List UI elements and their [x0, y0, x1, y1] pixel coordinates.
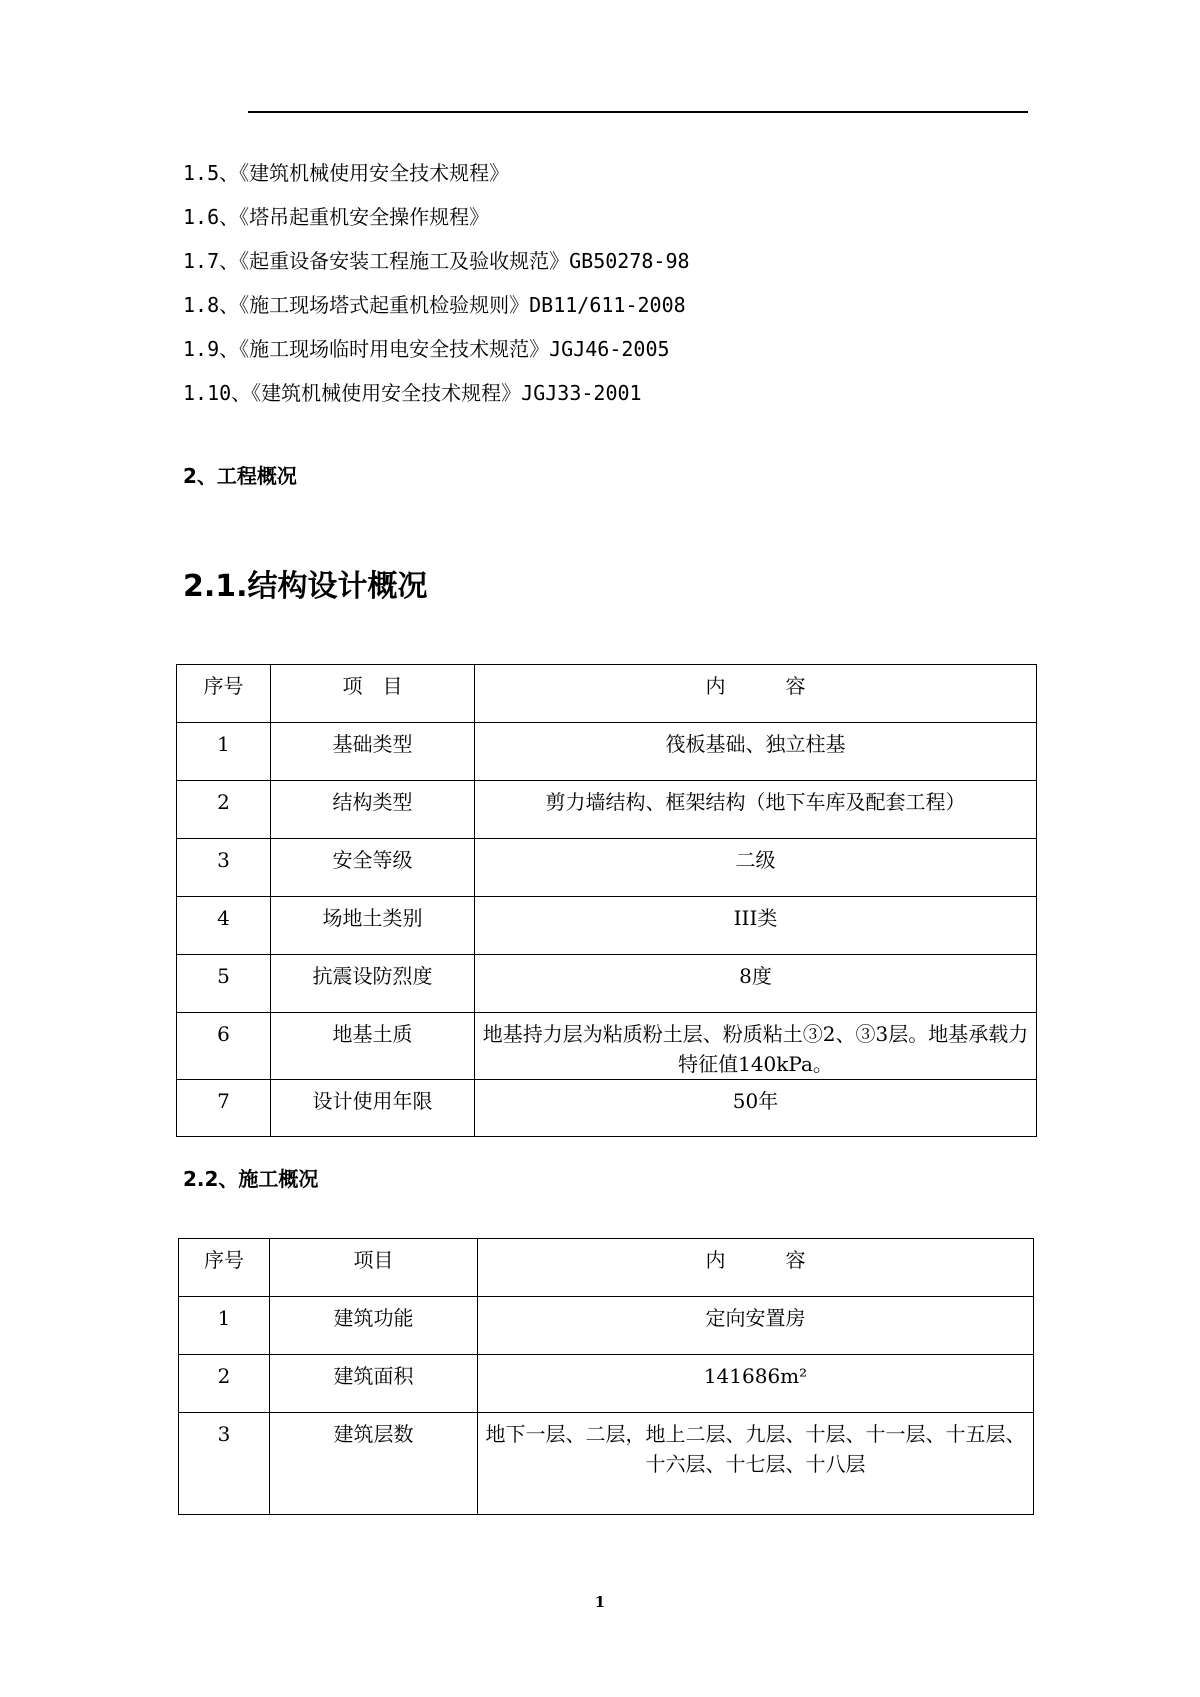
table-header-row: [177, 665, 1037, 723]
section-2-2-heading: 2.2、施工概况: [183, 1167, 319, 1191]
reference-item: 1.9、《施工现场临时用电安全技术规范》JGJ46-2005: [183, 337, 670, 361]
table-cell: 结构类型: [271, 781, 475, 839]
table-cell: 地基土质: [271, 1013, 475, 1080]
table-cell: 安全等级: [271, 839, 475, 897]
header-cell: 序号: [177, 665, 271, 723]
table-cell: 8度: [475, 955, 1037, 1013]
header-cell: 项目: [270, 1239, 478, 1297]
table-row: [179, 1355, 1034, 1413]
table-cell: 4: [177, 897, 271, 955]
table-cell: 建筑功能: [270, 1297, 478, 1355]
table-cell: 3: [179, 1413, 270, 1515]
table-row: [179, 1413, 1034, 1515]
reference-item: 1.7、《起重设备安装工程施工及验收规范》GB50278-98: [183, 249, 690, 273]
header-cell: 项 目: [271, 665, 475, 723]
table-cell: 5: [177, 955, 271, 1013]
header-cell: 内 容: [475, 665, 1037, 723]
table-cell: 筏板基础、独立柱基: [475, 723, 1037, 781]
table-cell: 二级: [475, 839, 1037, 897]
table-cell: 50年: [475, 1080, 1037, 1137]
reference-item: 1.8、《施工现场塔式起重机检验规则》DB11/611-2008: [183, 293, 686, 317]
table-cell: 2: [177, 781, 271, 839]
header-cell: 内 容: [478, 1239, 1034, 1297]
table-row: [177, 839, 1037, 897]
construction-overview-table: [178, 1238, 1034, 1515]
table-cell: 6: [177, 1013, 271, 1080]
table-cell: 地基持力层为粘质粉土层、粉质粘土③2、③3层。地基承载力特征值140kPa。: [475, 1013, 1037, 1080]
table-cell: 抗震设防烈度: [271, 955, 475, 1013]
reference-item: 1.5、《建筑机械使用安全技术规程》: [183, 161, 510, 185]
table-row: [179, 1297, 1034, 1355]
structure-design-table: [176, 664, 1037, 1137]
reference-item: 1.6、《塔吊起重机安全操作规程》: [183, 205, 490, 229]
header-rule: [248, 111, 1028, 113]
table-cell: 1: [177, 723, 271, 781]
table-cell: 3: [177, 839, 271, 897]
table-cell: 场地土类别: [271, 897, 475, 955]
table-cell: III类: [475, 897, 1037, 955]
table-row: [177, 897, 1037, 955]
table-cell: 定向安置房: [478, 1297, 1034, 1355]
table-cell: 1: [179, 1297, 270, 1355]
table-cell: 2: [179, 1355, 270, 1413]
table-row: [177, 955, 1037, 1013]
table-cell: 地下一层、二层，地上二层、九层、十层、十一层、十五层、十六层、十七层、十八层: [478, 1413, 1034, 1515]
table-row: [177, 1080, 1037, 1137]
table-row: [177, 723, 1037, 781]
table-header-row: [179, 1239, 1034, 1297]
section-2-1-heading: 2.1.结构设计概况: [183, 569, 428, 604]
table-cell: 7: [177, 1080, 271, 1137]
table-row: [177, 1013, 1037, 1080]
table-row: [177, 781, 1037, 839]
table-cell: 剪力墙结构、框架结构（地下车库及配套工程）: [475, 781, 1037, 839]
page-number: 1: [594, 1593, 606, 1611]
reference-item: 1.10、《建筑机械使用安全技术规程》JGJ33-2001: [183, 381, 642, 405]
reference-list: [183, 158, 1023, 422]
table-cell: 建筑层数: [270, 1413, 478, 1515]
table-cell: 基础类型: [271, 723, 475, 781]
table-cell: 141686m²: [478, 1355, 1034, 1413]
table-cell: 建筑面积: [270, 1355, 478, 1413]
section-2-heading: 2、工程概况: [183, 464, 297, 488]
table-cell: 设计使用年限: [271, 1080, 475, 1137]
header-cell: 序号: [179, 1239, 270, 1297]
